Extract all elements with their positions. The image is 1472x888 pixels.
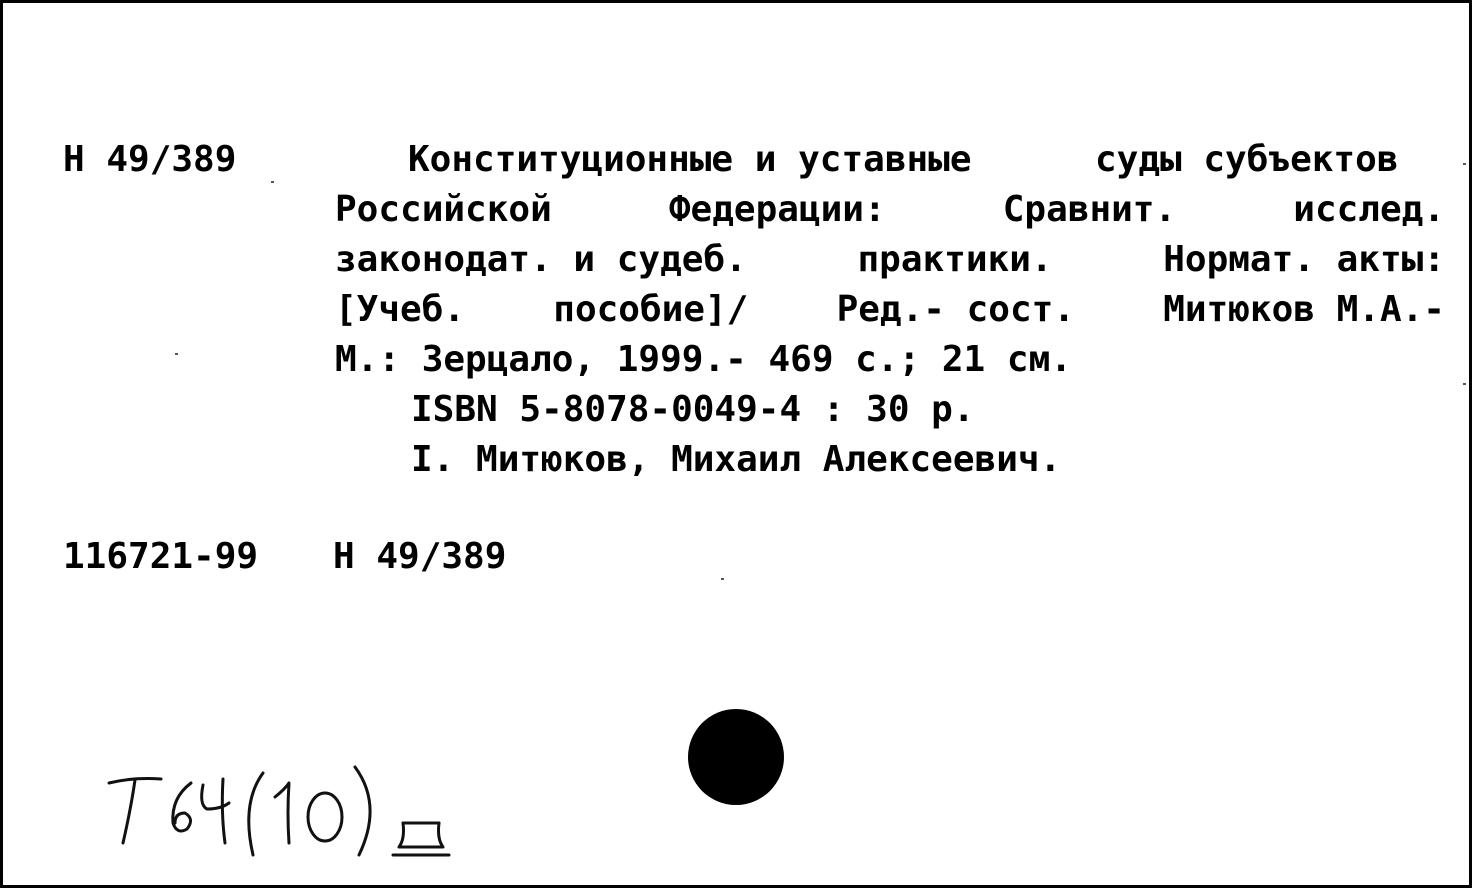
title-line-4-word: [Учеб.	[335, 289, 466, 330]
title-line-2-word: Сравнит.	[1002, 189, 1177, 230]
title-line-2-word: Федерации:	[668, 189, 886, 230]
title-line-2-word: исслед.	[1293, 189, 1445, 230]
title-line-4-word: Ред.- сост.	[836, 289, 1075, 330]
imprint-line: М.: Зерцало, 1999.- 469 с.; 21 см.	[335, 339, 1072, 380]
title-line-2-word: Российской	[335, 189, 552, 230]
title-line-1-part-2: суды субъектов	[1095, 139, 1399, 180]
punch-hole	[688, 709, 784, 805]
title-line-4-word: пособие]/	[553, 289, 749, 330]
call-number-top: Н 49/389	[63, 139, 237, 180]
isbn-line: ISBN 5-8078-0049-4 : 30 р.	[411, 389, 975, 430]
title-line-3-word: законодат. и судеб.	[335, 239, 747, 280]
title-line-3	[335, 238, 1445, 282]
title-line-3-word: практики.	[857, 239, 1053, 280]
title-line-2	[335, 188, 1445, 232]
title-line-4	[335, 288, 1445, 332]
call-number-bottom: Н 49/389	[333, 536, 507, 577]
handwritten-shelf-mark	[103, 743, 503, 873]
accession-number: 116721-99	[63, 536, 259, 577]
title-line-4-word: Митюков М.А.-	[1163, 289, 1445, 330]
title-line-3-word: Нормат. акты:	[1163, 239, 1445, 280]
added-entry-line: I. Митюков, Михаил Алексеевич.	[411, 439, 1062, 480]
title-line-1-part-1: Конституционные и уставные	[408, 139, 972, 180]
